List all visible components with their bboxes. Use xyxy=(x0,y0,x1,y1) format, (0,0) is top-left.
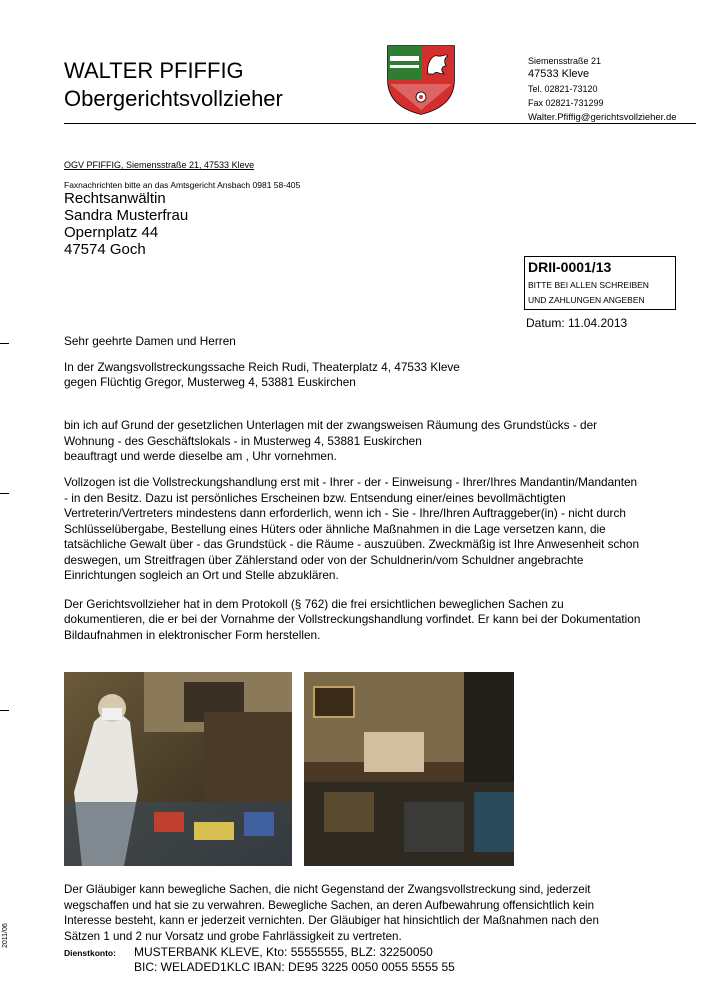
paragraph-line: - in den Besitz. Dazu ist persönliches Erscheinen bzw. Entsendung einer/eines bevollmächtigten xyxy=(64,491,566,505)
paragraph-line: Schlüsselübergabe, Bestellung eines Hüters oder ähnliche Maßnahmen in die Lage versetzen kann, die xyxy=(64,522,606,536)
bank-account-line: BIC: WELADED1KLC IBAN: DE95 3225 0050 0055 5555 55 xyxy=(134,960,455,974)
nrw-coat-of-arms-icon xyxy=(386,44,456,116)
photo-cluttered-room xyxy=(304,672,514,866)
address-city: 47533 Kleve xyxy=(528,68,590,80)
address-email: Walter.Pfiffig@gerichtsvollzieher.de xyxy=(528,112,677,123)
letter-date: Datum: 11.04.2013 xyxy=(526,316,628,330)
fax-note: Faxnachrichten bitte an das Amtsgericht Ansbach 0981 58-405 xyxy=(64,180,301,190)
reference-number: DRII-0001/13 xyxy=(528,259,612,275)
address-fax: Fax 02821-731299 xyxy=(528,98,604,108)
photo-worker-in-protective-suit xyxy=(64,672,292,866)
salutation: Sehr geehrte Damen und Herren xyxy=(64,334,236,348)
paragraph-line: beauftragt und werde dieselbe am , Uhr vornehmen. xyxy=(64,449,337,463)
bank-account-label: Dienstkonto: xyxy=(64,948,116,958)
paragraph-line: Der Gerichtsvollzieher hat in dem Protokoll (§ 762) die frei ersichtlichen beweglichen Sachen zu xyxy=(64,597,564,611)
address-street: Siemensstraße 21 xyxy=(528,56,602,66)
fold-mark xyxy=(0,493,9,494)
paragraph-line: Vollzogen ist die Vollstreckungshandlung erst mit - Ihrer - der - Einweisung - Ihrer/Ihres Mandantin/Mandanten xyxy=(64,475,638,489)
paragraph-line: Sätzen 1 und 2 nur Vorsatz und grobe Fahrlässigkeit zu vertreten. xyxy=(64,930,402,943)
paragraph-line: Interesse besteht, kann er jederzeit vernichten. Der Gläubiger hat hinsichtlich der Maßnahmen nach den xyxy=(64,914,599,927)
recipient-line: Sandra Musterfrau xyxy=(64,207,189,224)
header-divider xyxy=(64,123,696,124)
paragraph-line: Der Gläubiger kann bewegliche Sachen, die nicht Gegenstand der Zwangsvollstreckung sind, jederzeit xyxy=(64,883,591,896)
paragraph-line: Wohnung - des Geschäftslokals - in Musterweg 4, 53881 Euskirchen xyxy=(64,434,422,448)
paragraph-line: Einrichtungen sogleich an Ort und Stelle abzuklären. xyxy=(64,568,339,582)
fold-mark xyxy=(0,710,9,711)
paragraph-line: Vertreterin/Vertreters mindestens dann erforderlich, wenn ich - Sie - Ihre/Ihren Auftraggeber(in) - nicht durch xyxy=(64,506,626,520)
paragraph-line: tatsächliche Gewalt über - das Grundstück - die Räume - auszuüben. Zweckmäßig ist Ihre Anwesenheit schon xyxy=(64,537,640,551)
paragraph-line: dokumentieren, die er bei der Vornahme der Vollstreckungshandlung vorfindet. Er kann bei der Dokumentation xyxy=(64,612,641,626)
paragraph-line: Bildaufnahmen in elektronischer Form herstellen. xyxy=(64,628,321,642)
paragraph-line: deswegen, um Streitfragen über Zählerstand oder von der Schuldnerin/vom Schuldner angebrachte xyxy=(64,553,584,567)
reference-note: UND ZAHLUNGEN ANGEBEN xyxy=(528,295,645,305)
bank-account-line: MUSTERBANK KLEVE, Kto: 55555555, BLZ: 32250050 xyxy=(134,945,433,959)
letterhead-title: Obergerichtsvollzieher xyxy=(64,86,283,111)
paragraph-line: bin ich auf Grund der gesetzlichen Unterlagen mit der zwangsweisen Räumung des Grundstücks - der xyxy=(64,418,598,432)
recipient-line: Opernplatz 44 xyxy=(64,224,159,241)
case-line: gegen Flüchtig Gregor, Musterweg 4, 53881 Euskirchen xyxy=(64,375,356,389)
paragraph-line: wegschaffen und hat sie zu verwahren. Bewegliche Sachen, an deren Aufbewahrung offensichtlich kein xyxy=(64,899,595,912)
address-tel: Tel. 02821-73120 xyxy=(528,84,598,94)
reference-note: BITTE BEI ALLEN SCHREIBEN xyxy=(528,280,649,290)
sender-return-line: OGV PFIFFIG, Siemensstraße 21, 47533 Kleve xyxy=(64,160,255,170)
letterhead-name: WALTER PFIFFIG xyxy=(64,58,244,83)
form-version-code: 2011/06 xyxy=(2,923,9,948)
fold-mark xyxy=(0,343,9,344)
recipient-line: 47574 Goch xyxy=(64,241,146,258)
recipient-line: Rechtsanwältin xyxy=(64,190,166,207)
case-line: In der Zwangsvollstreckungssache Reich Rudi, Theaterplatz 4, 47533 Kleve xyxy=(64,360,460,374)
